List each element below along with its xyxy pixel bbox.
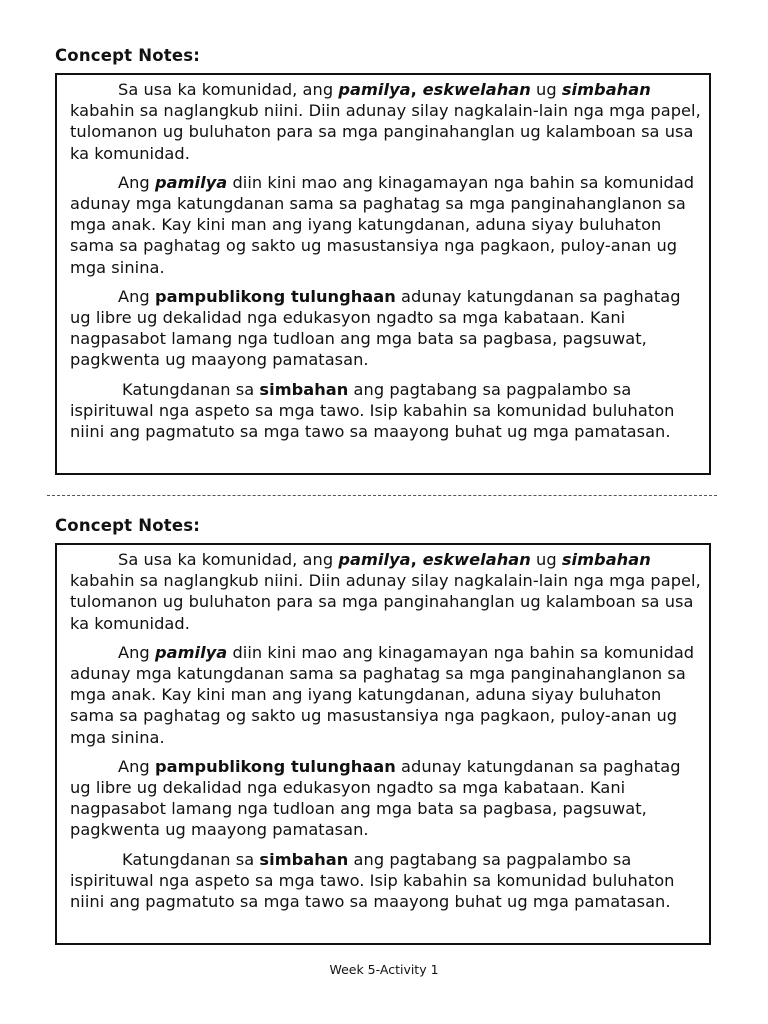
keyword-pamilya: pamilya xyxy=(338,550,411,569)
paragraph-tulunghaan xyxy=(70,286,701,371)
keyword-pamilya: pamilya xyxy=(154,172,228,192)
keyword-tulunghaan: pampublikong tulunghaan xyxy=(154,756,396,776)
text: kabahin sa naglangkub niini. Diin adunay silay nagkalain-lain nga mga papel, tulomanon ug buluhaton para sa mga panginahanglan ug kalamboan sa usa ka komunidad. xyxy=(70,101,701,163)
section-heading: Concept Notes: xyxy=(55,46,201,65)
paragraph-simbahan xyxy=(70,379,701,443)
cut-line-divider xyxy=(47,495,717,496)
keyword-simbahan: simbahan xyxy=(561,550,651,569)
text: Ang xyxy=(118,756,155,776)
keyword-pamilya: pamilya xyxy=(154,642,228,662)
text: Ang xyxy=(118,172,155,192)
paragraph-intro xyxy=(70,549,701,634)
text: adunay katungdanan sa paghatag ug libre ug dekalidad nga edukasyon ngadto sa mga kabataan. Kani nagpasabot lamang nga tudloan ang mga bata sa pagbasa, pagsuwat, pagkwenta ug maayong pamatasan. xyxy=(70,756,681,840)
concept-notes-box xyxy=(55,73,711,475)
text: ang pagtabang sa pagpalambo sa ispirituwal nga aspeto sa mga tawo. Isip kabahin sa komunidad buluhaton niini ang pagmatuto sa mga tawo sa maayong buhat ug mga pamatasan. xyxy=(70,849,675,912)
text: ang pagtabang sa pagpalambo sa ispirituwal nga aspeto sa mga tawo. Isip kabahin sa komunidad buluhaton niini ang pagmatuto sa mga tawo sa maayong buhat ug mga pamatasan. xyxy=(70,379,675,442)
paragraph-simbahan xyxy=(70,849,701,913)
text: Ang xyxy=(118,642,155,662)
text: diin kini mao ang kinagamayan nga bahin sa komunidad adunay mga katungdanan sama sa paghatag sa mga panginahanglanon sa mga anak. Kay kini man ang iyang katungdanan, aduna siyay buluhaton sama sa paghatag og sakto ug masustansiya nga pagkaon, puloy-anan ug mga sinina. xyxy=(70,172,695,277)
text: ug xyxy=(530,80,562,99)
text: Katungdanan sa xyxy=(122,379,260,399)
text: Katungdanan sa xyxy=(122,849,260,869)
keyword-simbahan: simbahan xyxy=(561,80,651,99)
text: , xyxy=(410,80,423,99)
text: ug xyxy=(530,550,562,569)
keyword-eskwelahan: eskwelahan xyxy=(422,80,531,99)
text: , xyxy=(410,550,423,569)
paragraph-intro xyxy=(70,79,701,164)
keyword-simbahan: simbahan xyxy=(259,379,349,399)
text: kabahin sa naglangkub niini. Diin adunay silay nagkalain-lain nga mga papel, tulomanon ug buluhaton para sa mga panginahanglan ug kalamboan sa usa ka komunidad. xyxy=(70,571,701,633)
text: diin kini mao ang kinagamayan nga bahin sa komunidad adunay mga katungdanan sama sa paghatag sa mga panginahanglanon sa mga anak. Kay kini man ang iyang katungdanan, aduna siyay buluhaton sama sa paghatag og sakto ug masustansiya nga pagkaon, puloy-anan ug mga sinina. xyxy=(70,642,695,747)
concept-notes-box xyxy=(55,543,711,945)
paragraph-pamilya xyxy=(70,642,701,748)
text: Sa usa ka komunidad, ang xyxy=(118,80,339,99)
text: Ang xyxy=(118,286,155,306)
page-footer: Week 5-Activity 1 xyxy=(329,962,439,977)
section-heading: Concept Notes: xyxy=(55,516,201,535)
text: adunay katungdanan sa paghatag ug libre ug dekalidad nga edukasyon ngadto sa mga kabataan. Kani nagpasabot lamang nga tudloan ang mga bata sa pagbasa, pagsuwat, pagkwenta ug maayong pamatasan. xyxy=(70,286,681,370)
text: Sa usa ka komunidad, ang xyxy=(118,550,339,569)
keyword-tulunghaan: pampublikong tulunghaan xyxy=(154,286,396,306)
keyword-simbahan: simbahan xyxy=(259,849,349,869)
keyword-pamilya: pamilya xyxy=(338,80,411,99)
paragraph-tulunghaan xyxy=(70,756,701,841)
keyword-eskwelahan: eskwelahan xyxy=(422,550,531,569)
paragraph-pamilya xyxy=(70,172,701,278)
